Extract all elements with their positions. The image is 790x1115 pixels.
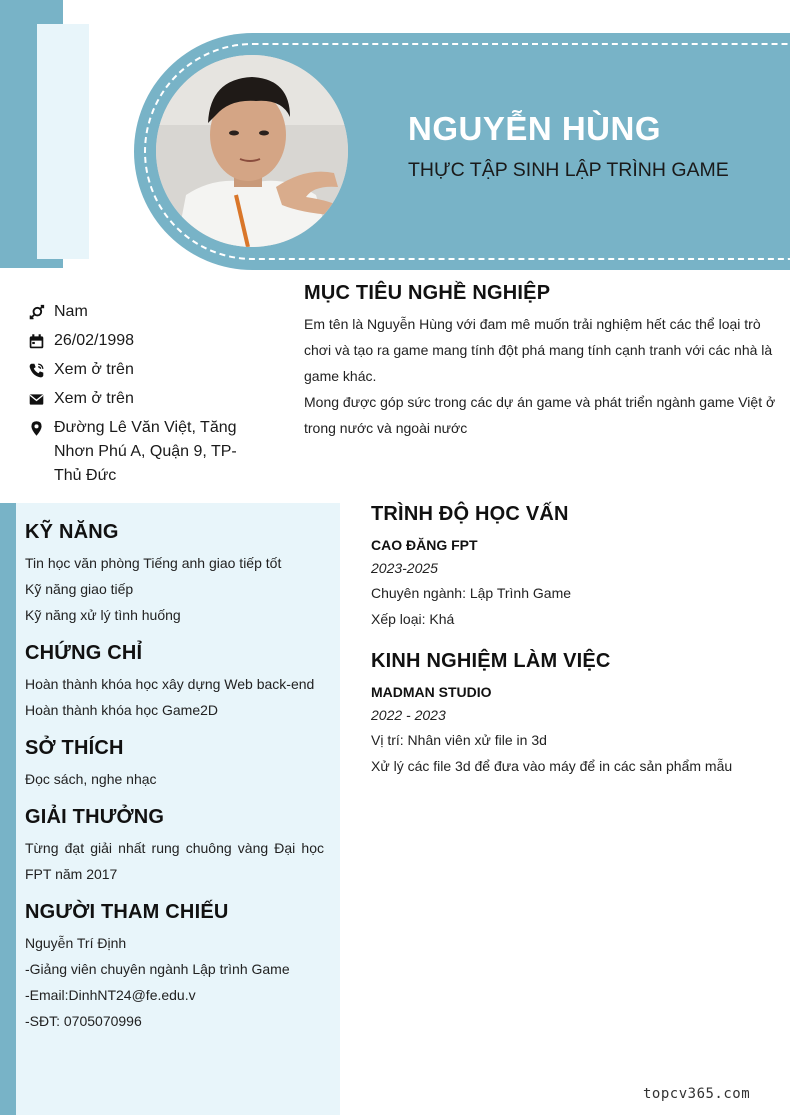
experience-detail: Xử lý các file 3d để đưa vào máy để in các sản phẩm mẫu [371,758,733,774]
candidate-job-title: THỰC TẬP SINH LẬP TRÌNH GAME [408,159,729,181]
experience-company: MADMAN STUDIO [371,684,492,700]
education-period: 2023-2025 [371,560,438,576]
career-objective-paragraph: Em tên là Nguyễn Hùng với đam mê muốn trải nghiệm hết các thể loại trò chơi và tạo ra game mang tính đột phá mang tính cạnh tranh với các nhà là game khác. [304,316,773,384]
skills-heading: KỸ NĂNG [25,521,119,543]
certificates-heading: CHỨNG CHỈ [25,642,143,664]
calendar-icon [28,329,54,353]
education-school: CAO ĐĂNG FPT [371,537,478,553]
left-column-content [25,521,324,1048]
experience-detail: Vị trí: Nhân viên xử file in 3d [371,732,547,748]
education-detail: Xếp loại: Khá [371,611,455,627]
avatar-photo [156,55,348,247]
candidate-name: NGUYỄN HÙNG [408,110,662,147]
contact-email [28,387,268,411]
contact-gender [28,300,268,324]
education-heading: TRÌNH ĐỘ HỌC VẤN [371,503,569,525]
contact-gender-text: Nam [54,303,88,320]
email-icon [28,387,54,411]
skills-section [25,521,324,628]
left-column-accent-strip [0,503,16,1115]
gender-icon [28,300,54,324]
contact-birthdate [28,329,268,353]
certificates-section [25,642,324,723]
skill-item: Kỹ năng xử lý tình huống [25,607,181,623]
contact-email-text: Xem ở trên [54,390,134,407]
reference-item: -Giảng viên chuyên ngành Lập trình Game [25,961,290,977]
reference-item: Nguyễn Trí Định [25,935,127,951]
career-objective-section [304,282,776,441]
contact-phone [28,358,268,382]
contact-list [28,300,268,493]
contact-birthdate-text: 26/02/1998 [54,332,135,349]
experience-section [371,650,771,779]
skill-item: Tin học văn phòng Tiếng anh giao tiếp tốt [25,555,282,571]
skill-item: Kỹ năng giao tiếp [25,581,134,597]
awards-heading: GIẢI THƯỞNG [25,806,165,828]
hobby-item: Đọc sách, nghe nhạc [25,771,157,787]
career-objective-paragraph: Mong được góp sức trong các dự án game và phát triển ngành game Việt ở trong nước và ngoài nước [304,394,776,436]
education-detail: Chuyên ngành: Lập Trình Game [371,585,572,601]
references-section [25,901,324,1034]
reference-item: -Email:DinhNT24@fe.edu.v [25,987,196,1003]
location-icon [28,416,54,440]
header-accent-inner [37,24,89,259]
experience-period: 2022 - 2023 [371,707,446,723]
experience-heading: KINH NGHIỆM LÀM VIỆC [371,650,611,672]
phone-icon [28,358,54,382]
contact-phone-text: Xem ở trên [54,361,134,378]
certificate-item: Hoàn thành khóa học xây dựng Web back-end [25,676,315,692]
hobbies-section [25,737,324,792]
awards-section [25,806,324,887]
certificate-item: Hoàn thành khóa học Game2D [25,702,219,718]
contact-address-text: Đường Lê Văn Việt, Tăng Nhơn Phú A, Quận 9, TP- Thủ Đức [54,419,237,484]
reference-item: -SĐT: 0705070996 [25,1013,142,1029]
right-column-content [371,503,771,797]
career-objective-heading: MỤC TIÊU NGHỀ NGHIỆP [304,282,551,304]
education-section [371,503,771,632]
award-text: Từng đạt giải nhất rung chuông vàng Đại học FPT năm 2017 [25,840,324,882]
references-heading: NGƯỜI THAM CHIẾU [25,901,229,923]
hobbies-heading: SỞ THÍCH [25,737,124,759]
contact-address [28,416,268,488]
watermark-text: topcv365.com [643,1086,751,1102]
